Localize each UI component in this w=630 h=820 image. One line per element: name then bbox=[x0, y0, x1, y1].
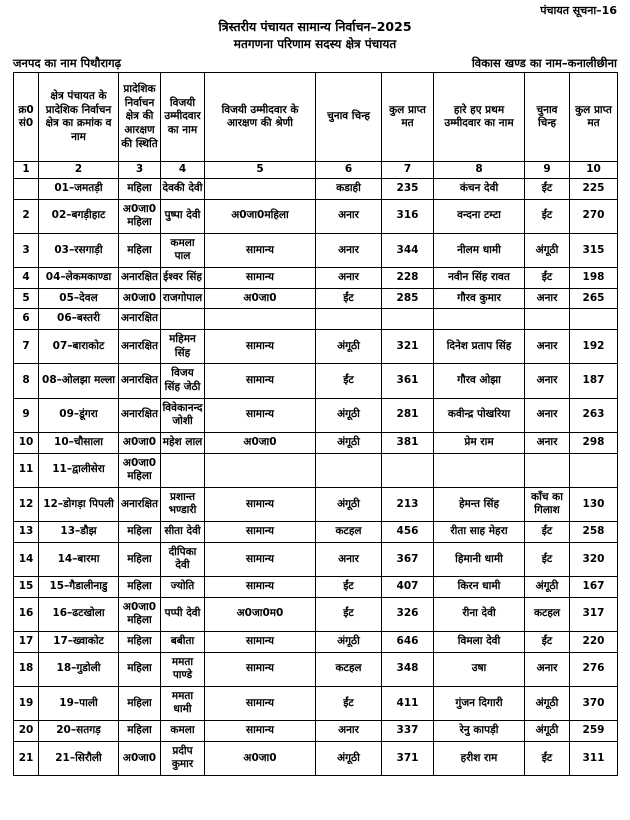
cell-runnerup-name: किरन धामी bbox=[434, 576, 525, 597]
cell-total-votes: 321 bbox=[382, 330, 434, 364]
cell-runnerup-votes: 130 bbox=[570, 487, 618, 521]
cell-runnerup-name bbox=[434, 453, 525, 487]
cell-constituency: 19–पाली bbox=[39, 686, 119, 720]
page-title: त्रिस्तरीय पंचायत सामान्य निर्वाचन–2025 bbox=[218, 19, 412, 35]
cell-runnerup-symbol: अंगूठी bbox=[525, 576, 570, 597]
cell-constituency: 02–बगड़ीहाट bbox=[39, 199, 119, 233]
cell-serial: 16 bbox=[14, 597, 39, 631]
cell-total-votes bbox=[382, 453, 434, 487]
table-row bbox=[14, 364, 618, 398]
cell-election-symbol: अनार bbox=[316, 199, 382, 233]
cell-serial: 4 bbox=[14, 268, 39, 289]
cell-winner-category: सामान्य bbox=[205, 576, 316, 597]
cell-reservation-status: महिला bbox=[119, 178, 161, 199]
cell-winner-name bbox=[161, 309, 205, 330]
cell-winner-category: अ0जा0महिला bbox=[205, 199, 316, 233]
table-row bbox=[14, 542, 618, 576]
cell-winner-category bbox=[205, 453, 316, 487]
cell-election-symbol: ईंट bbox=[316, 576, 382, 597]
cell-reservation-status: अनारक्षित bbox=[119, 268, 161, 289]
column-number: 4 bbox=[161, 162, 205, 179]
cell-runnerup-symbol: काँच का गिलाश bbox=[525, 487, 570, 521]
cell-runnerup-votes: 258 bbox=[570, 522, 618, 543]
table-row bbox=[14, 309, 618, 330]
cell-runnerup-symbol: अनार bbox=[525, 330, 570, 364]
table-row bbox=[14, 652, 618, 686]
col-header-winner-name: विजयी उम्मीदवार का नाम bbox=[161, 73, 205, 162]
cell-election-symbol: अनार bbox=[316, 233, 382, 267]
cell-election-symbol: कडाही bbox=[316, 178, 382, 199]
cell-reservation-status: अनारक्षित bbox=[119, 309, 161, 330]
cell-constituency: 01–जमतड़ी bbox=[39, 178, 119, 199]
cell-runnerup-symbol: ईंट bbox=[525, 741, 570, 775]
cell-total-votes: 213 bbox=[382, 487, 434, 521]
cell-runnerup-symbol: अनार bbox=[525, 398, 570, 432]
table-row bbox=[14, 233, 618, 267]
cell-runnerup-name: प्रेम राम bbox=[434, 432, 525, 453]
cell-winner-category: सामान्य bbox=[205, 330, 316, 364]
cell-serial: 3 bbox=[14, 233, 39, 267]
cell-election-symbol: अनार bbox=[316, 721, 382, 742]
cell-reservation-status: अ0जा0महिला bbox=[119, 597, 161, 631]
cell-runnerup-name: रीता साह मेहरा bbox=[434, 522, 525, 543]
cell-serial: 15 bbox=[14, 576, 39, 597]
cell-total-votes: 361 bbox=[382, 364, 434, 398]
table-row bbox=[14, 487, 618, 521]
cell-election-symbol: अंगूठी bbox=[316, 487, 382, 521]
cell-winner-name: ममता धामी bbox=[161, 686, 205, 720]
table-row bbox=[14, 398, 618, 432]
cell-total-votes: 348 bbox=[382, 652, 434, 686]
cell-election-symbol: कटहल bbox=[316, 652, 382, 686]
cell-winner-name: राजगोपाल bbox=[161, 288, 205, 309]
cell-winner-name: देवकी देवी bbox=[161, 178, 205, 199]
cell-runnerup-votes: 315 bbox=[570, 233, 618, 267]
cell-serial: 7 bbox=[14, 330, 39, 364]
cell-runnerup-votes: 320 bbox=[570, 542, 618, 576]
cell-winner-name: कमला पाल bbox=[161, 233, 205, 267]
cell-total-votes: 316 bbox=[382, 199, 434, 233]
cell-runnerup-votes: 270 bbox=[570, 199, 618, 233]
cell-winner-category: सामान्य bbox=[205, 233, 316, 267]
cell-runnerup-name: गौरव ओझा bbox=[434, 364, 525, 398]
table-row bbox=[14, 576, 618, 597]
cell-runnerup-votes: 220 bbox=[570, 631, 618, 652]
cell-runnerup-symbol: अनार bbox=[525, 432, 570, 453]
table-row bbox=[14, 686, 618, 720]
table-row bbox=[14, 178, 618, 199]
cell-runnerup-name: नीलम धामी bbox=[434, 233, 525, 267]
cell-serial: 21 bbox=[14, 741, 39, 775]
cell-runnerup-votes: 187 bbox=[570, 364, 618, 398]
cell-reservation-status: अनारक्षित bbox=[119, 330, 161, 364]
cell-runnerup-name: कवीन्द्र पोखरिया bbox=[434, 398, 525, 432]
cell-runnerup-name: विमला देवी bbox=[434, 631, 525, 652]
col-header-election-symbol: चुनाव चिन्ह bbox=[316, 73, 382, 162]
cell-total-votes: 407 bbox=[382, 576, 434, 597]
cell-winner-category: सामान्य bbox=[205, 721, 316, 742]
col-header-serial: क्र0 सं0 bbox=[14, 73, 39, 162]
cell-runnerup-symbol: अंगूठी bbox=[525, 721, 570, 742]
cell-runnerup-votes: 317 bbox=[570, 597, 618, 631]
cell-runnerup-name: कंचन देवी bbox=[434, 178, 525, 199]
cell-total-votes: 411 bbox=[382, 686, 434, 720]
column-number: 10 bbox=[570, 162, 618, 179]
cell-winner-name: ममता पाण्डे bbox=[161, 652, 205, 686]
cell-total-votes: 381 bbox=[382, 432, 434, 453]
cell-serial: 9 bbox=[14, 398, 39, 432]
cell-runnerup-votes: 370 bbox=[570, 686, 618, 720]
table-row bbox=[14, 453, 618, 487]
cell-total-votes: 646 bbox=[382, 631, 434, 652]
cell-reservation-status: अ0जा0 bbox=[119, 432, 161, 453]
cell-winner-name: कमला bbox=[161, 721, 205, 742]
cell-election-symbol: ईंट bbox=[316, 686, 382, 720]
results-table bbox=[13, 72, 618, 776]
cell-winner-name: पप्पी देवी bbox=[161, 597, 205, 631]
cell-winner-name: पुष्पा देवी bbox=[161, 199, 205, 233]
cell-runnerup-votes: 192 bbox=[570, 330, 618, 364]
cell-winner-name: महेश लाल bbox=[161, 432, 205, 453]
cell-serial: 20 bbox=[14, 721, 39, 742]
cell-total-votes: 344 bbox=[382, 233, 434, 267]
cell-reservation-status: अ0जा0 bbox=[119, 741, 161, 775]
cell-winner-name: विवेकानन्द जोशी bbox=[161, 398, 205, 432]
cell-reservation-status: महिला bbox=[119, 576, 161, 597]
cell-winner-category: सामान्य bbox=[205, 652, 316, 686]
header-row bbox=[14, 73, 618, 162]
cell-winner-name: ईश्वर सिंह bbox=[161, 268, 205, 289]
cell-constituency: 17–ख्वाकोट bbox=[39, 631, 119, 652]
cell-winner-category: अ0जा0 bbox=[205, 432, 316, 453]
cell-total-votes: 337 bbox=[382, 721, 434, 742]
cell-constituency: 10–चौसाला bbox=[39, 432, 119, 453]
cell-serial: 13 bbox=[14, 522, 39, 543]
cell-election-symbol: ईंट bbox=[316, 288, 382, 309]
table-row bbox=[14, 721, 618, 742]
cell-reservation-status: महिला bbox=[119, 522, 161, 543]
cell-serial: 8 bbox=[14, 364, 39, 398]
cell-constituency: 04–लेकमकाण्डा bbox=[39, 268, 119, 289]
cell-winner-category: सामान्य bbox=[205, 364, 316, 398]
cell-election-symbol: अनार bbox=[316, 542, 382, 576]
cell-reservation-status: अनारक्षित bbox=[119, 364, 161, 398]
cell-winner-category: सामान्य bbox=[205, 542, 316, 576]
cell-election-symbol: अंगूठी bbox=[316, 741, 382, 775]
cell-runnerup-name: हरीश राम bbox=[434, 741, 525, 775]
cell-runnerup-votes bbox=[570, 453, 618, 487]
column-number: 3 bbox=[119, 162, 161, 179]
cell-reservation-status: महिला bbox=[119, 233, 161, 267]
table-row bbox=[14, 199, 618, 233]
page-subtitle: मतगणना परिणाम सदस्य क्षेत्र पंचायत bbox=[233, 37, 397, 52]
cell-constituency: 15–गैडालीनाडु bbox=[39, 576, 119, 597]
cell-reservation-status: अनारक्षित bbox=[119, 398, 161, 432]
cell-election-symbol: अंगूठी bbox=[316, 432, 382, 453]
cell-runnerup-symbol: ईंट bbox=[525, 631, 570, 652]
column-number: 6 bbox=[316, 162, 382, 179]
cell-runnerup-symbol: ईंट bbox=[525, 522, 570, 543]
cell-constituency: 21–सिरौली bbox=[39, 741, 119, 775]
cell-runnerup-votes: 225 bbox=[570, 178, 618, 199]
cell-serial: 17 bbox=[14, 631, 39, 652]
cell-runnerup-votes: 198 bbox=[570, 268, 618, 289]
cell-runnerup-votes: 311 bbox=[570, 741, 618, 775]
cell-constituency: 09–डूंगरा bbox=[39, 398, 119, 432]
cell-constituency: 20–सतगड़ bbox=[39, 721, 119, 742]
cell-election-symbol bbox=[316, 309, 382, 330]
cell-runnerup-votes: 263 bbox=[570, 398, 618, 432]
cell-total-votes: 371 bbox=[382, 741, 434, 775]
table-row bbox=[14, 741, 618, 775]
cell-election-symbol bbox=[316, 453, 382, 487]
table-row bbox=[14, 597, 618, 631]
col-header-runnerup-votes: कुल प्राप्त मत bbox=[570, 73, 618, 162]
column-number: 1 bbox=[14, 162, 39, 179]
cell-runnerup-name: गौरव कुमार bbox=[434, 288, 525, 309]
cell-winner-category: सामान्य bbox=[205, 631, 316, 652]
cell-constituency: 11–द्वालीसेरा bbox=[39, 453, 119, 487]
block-name-label: विकास खण्ड का नाम–कनालीछीना bbox=[471, 56, 617, 71]
cell-runnerup-name: वन्दना टम्टा bbox=[434, 199, 525, 233]
cell-winner-name: प्रशान्त भण्डारी bbox=[161, 487, 205, 521]
cell-winner-category: सामान्य bbox=[205, 268, 316, 289]
cell-serial: 11 bbox=[14, 453, 39, 487]
cell-runnerup-symbol: कटहल bbox=[525, 597, 570, 631]
cell-election-symbol: अनार bbox=[316, 268, 382, 289]
cell-runnerup-votes: 298 bbox=[570, 432, 618, 453]
cell-constituency: 03–रसगाड़ी bbox=[39, 233, 119, 267]
cell-election-symbol: अंगूठी bbox=[316, 330, 382, 364]
table-row bbox=[14, 432, 618, 453]
cell-constituency: 07–बाराकोट bbox=[39, 330, 119, 364]
cell-election-symbol: अंगूठी bbox=[316, 631, 382, 652]
cell-winner-name: प्रदीप कुमार bbox=[161, 741, 205, 775]
cell-winner-category: अ0जा0 bbox=[205, 288, 316, 309]
meta-row bbox=[13, 56, 617, 71]
cell-runnerup-symbol bbox=[525, 309, 570, 330]
cell-total-votes: 228 bbox=[382, 268, 434, 289]
cell-winner-name: बबीता bbox=[161, 631, 205, 652]
cell-serial: 10 bbox=[14, 432, 39, 453]
table-row bbox=[14, 631, 618, 652]
column-number: 5 bbox=[205, 162, 316, 179]
cell-reservation-status: अ0जा0महिला bbox=[119, 199, 161, 233]
col-header-runnerup-name: हारे हए प्रथम उम्मीदवार का नाम bbox=[434, 73, 525, 162]
cell-serial: 18 bbox=[14, 652, 39, 686]
cell-runnerup-votes bbox=[570, 309, 618, 330]
cell-runnerup-symbol: ईंट bbox=[525, 542, 570, 576]
cell-runnerup-votes: 276 bbox=[570, 652, 618, 686]
cell-winner-category bbox=[205, 309, 316, 330]
cell-total-votes: 326 bbox=[382, 597, 434, 631]
cell-constituency: 05–देवल bbox=[39, 288, 119, 309]
cell-runnerup-symbol: अनार bbox=[525, 288, 570, 309]
cell-total-votes: 456 bbox=[382, 522, 434, 543]
cell-winner-name: सीता देवी bbox=[161, 522, 205, 543]
cell-runnerup-votes: 259 bbox=[570, 721, 618, 742]
table-body bbox=[14, 178, 618, 775]
cell-total-votes: 367 bbox=[382, 542, 434, 576]
cell-election-symbol: ईंट bbox=[316, 364, 382, 398]
cell-serial: 14 bbox=[14, 542, 39, 576]
cell-runnerup-name bbox=[434, 309, 525, 330]
notice-number: पंचायत सूचना–16 bbox=[540, 4, 617, 17]
cell-runnerup-name: दिनेश प्रताप सिंह bbox=[434, 330, 525, 364]
cell-winner-category bbox=[205, 178, 316, 199]
cell-runnerup-name: हेमन्त सिंह bbox=[434, 487, 525, 521]
cell-constituency: 13–डौझ bbox=[39, 522, 119, 543]
cell-runnerup-votes: 167 bbox=[570, 576, 618, 597]
cell-winner-category: सामान्य bbox=[205, 686, 316, 720]
cell-reservation-status: महिला bbox=[119, 631, 161, 652]
cell-runnerup-symbol: ईंट bbox=[525, 268, 570, 289]
cell-serial: 19 bbox=[14, 686, 39, 720]
cell-winner-name: दीपिका देवी bbox=[161, 542, 205, 576]
cell-serial: 2 bbox=[14, 199, 39, 233]
cell-runnerup-symbol: अनार bbox=[525, 364, 570, 398]
cell-total-votes bbox=[382, 309, 434, 330]
cell-constituency: 12–डोगड़ा पिपली bbox=[39, 487, 119, 521]
cell-reservation-status: महिला bbox=[119, 721, 161, 742]
cell-total-votes: 235 bbox=[382, 178, 434, 199]
cell-runnerup-votes: 265 bbox=[570, 288, 618, 309]
cell-runnerup-symbol: अंगूठी bbox=[525, 686, 570, 720]
cell-serial: 12 bbox=[14, 487, 39, 521]
table-row bbox=[14, 330, 618, 364]
district-name-label: जनपद का नाम पिथौरागढ़ bbox=[13, 56, 122, 71]
cell-runnerup-symbol: अंगूठी bbox=[525, 233, 570, 267]
cell-runnerup-symbol bbox=[525, 453, 570, 487]
cell-serial: 5 bbox=[14, 288, 39, 309]
cell-winner-name bbox=[161, 453, 205, 487]
cell-election-symbol: अंगूठी bbox=[316, 398, 382, 432]
cell-runnerup-symbol: अनार bbox=[525, 652, 570, 686]
cell-winner-category: सामान्य bbox=[205, 398, 316, 432]
column-number-row bbox=[14, 162, 618, 179]
table-row bbox=[14, 268, 618, 289]
table-row bbox=[14, 288, 618, 309]
column-number: 2 bbox=[39, 162, 119, 179]
cell-constituency: 08–ओलझा मल्ला bbox=[39, 364, 119, 398]
cell-winner-category: सामान्य bbox=[205, 522, 316, 543]
cell-constituency: 06–बस्तरी bbox=[39, 309, 119, 330]
cell-runnerup-name: हिमानी धामी bbox=[434, 542, 525, 576]
cell-constituency: 14–बारमा bbox=[39, 542, 119, 576]
cell-constituency: 18–गुडोली bbox=[39, 652, 119, 686]
cell-winner-name: ज्योति bbox=[161, 576, 205, 597]
cell-winner-name: महिमन सिंह bbox=[161, 330, 205, 364]
cell-runnerup-symbol: ईंट bbox=[525, 199, 570, 233]
column-number: 7 bbox=[382, 162, 434, 179]
cell-runnerup-symbol: ईंट bbox=[525, 178, 570, 199]
col-header-runnerup-symbol: चुनाव चिन्ह bbox=[525, 73, 570, 162]
cell-serial: 6 bbox=[14, 309, 39, 330]
cell-winner-category: सामान्य bbox=[205, 487, 316, 521]
column-number: 9 bbox=[525, 162, 570, 179]
cell-runnerup-name: उषा bbox=[434, 652, 525, 686]
col-header-winner-category: विजयी उम्मीदवार के आरक्षण की श्रेणी bbox=[205, 73, 316, 162]
cell-runnerup-name: रीना देवी bbox=[434, 597, 525, 631]
cell-reservation-status: अ0जा0 महिला bbox=[119, 453, 161, 487]
table-row bbox=[14, 522, 618, 543]
cell-winner-name: विजय सिंह जेठी bbox=[161, 364, 205, 398]
cell-winner-category: अ0जा0 bbox=[205, 741, 316, 775]
cell-runnerup-name: गुंजन दिगारी bbox=[434, 686, 525, 720]
cell-runnerup-name: रेनु कापड़ी bbox=[434, 721, 525, 742]
cell-total-votes: 281 bbox=[382, 398, 434, 432]
column-number: 8 bbox=[434, 162, 525, 179]
col-header-total-votes: कुल प्राप्त मत bbox=[382, 73, 434, 162]
cell-constituency: 16–ढटखोला bbox=[39, 597, 119, 631]
col-header-constituency: क्षेत्र पंचायत के प्रादेशिक निर्वाचन क्षेत्र का क्रमांक व नाम bbox=[39, 73, 119, 162]
cell-election-symbol: कटहल bbox=[316, 522, 382, 543]
cell-reservation-status: अनारक्षित bbox=[119, 487, 161, 521]
cell-winner-category: अ0जा0म0 bbox=[205, 597, 316, 631]
cell-reservation-status: महिला bbox=[119, 542, 161, 576]
cell-reservation-status: अ0जा0 bbox=[119, 288, 161, 309]
cell-total-votes: 285 bbox=[382, 288, 434, 309]
cell-reservation-status: महिला bbox=[119, 686, 161, 720]
cell-reservation-status: महिला bbox=[119, 652, 161, 686]
cell-runnerup-name: नवीन सिंह रावत bbox=[434, 268, 525, 289]
cell-serial bbox=[14, 178, 39, 199]
col-header-reservation-status: प्रादेशिक निर्वाचन क्षेत्र की आरक्षण की स्थिति bbox=[119, 73, 161, 162]
cell-election-symbol: ईंट bbox=[316, 597, 382, 631]
